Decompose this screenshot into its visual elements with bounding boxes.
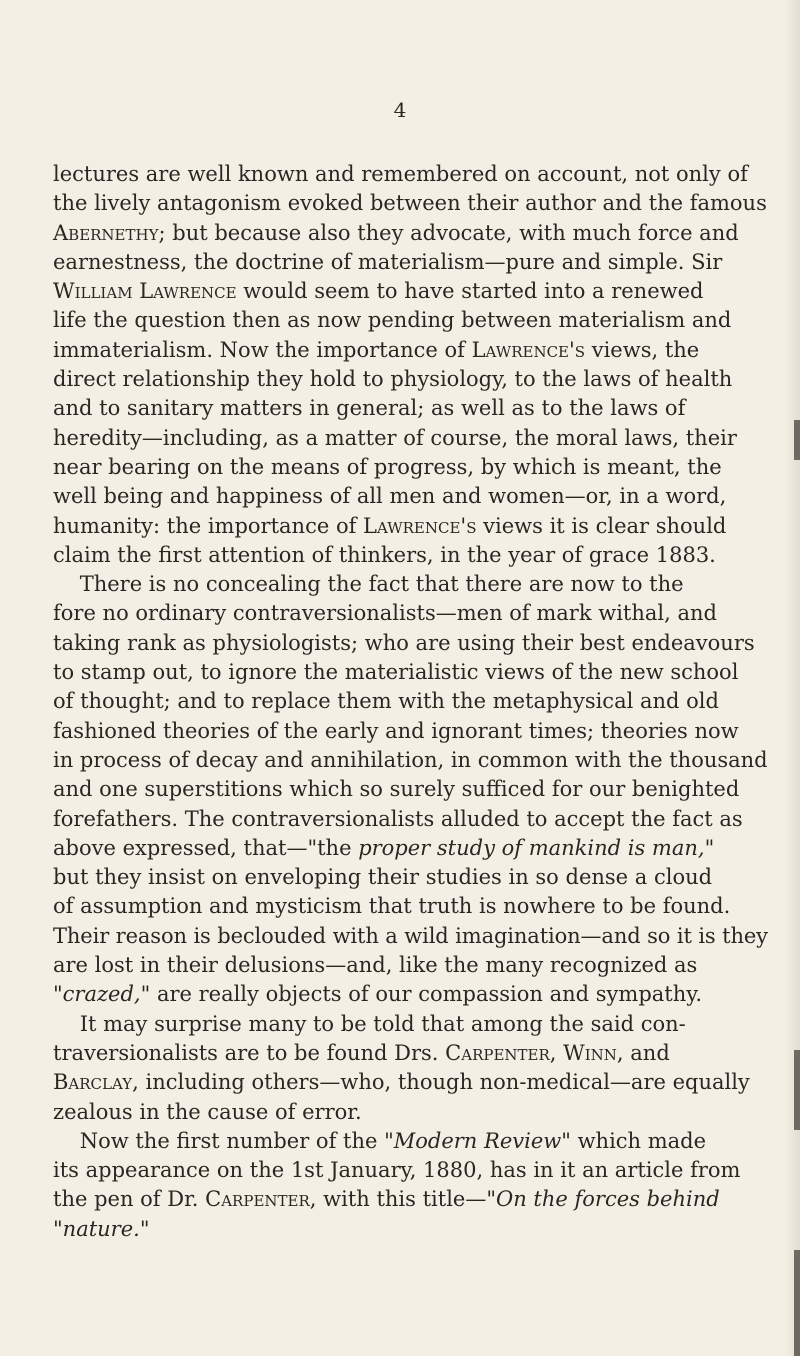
text-line — [53, 922, 768, 951]
text-run: fashioned theories of the early and ignorant times; theories now — [53, 718, 739, 743]
page-number: 4 — [393, 98, 407, 122]
text-run: are lost in their delusions—and, like the many recognized as — [53, 953, 698, 978]
text-line — [53, 1156, 768, 1185]
text-line — [53, 570, 768, 599]
text-line — [53, 365, 768, 394]
text-line — [53, 1215, 768, 1244]
text-line — [53, 277, 768, 306]
text-run: traversionalists are to be found Drs. — [53, 1040, 446, 1065]
text-run: " — [139, 1216, 150, 1241]
text-line — [53, 687, 768, 716]
text-line — [53, 1185, 768, 1214]
text-run: " which made — [561, 1128, 707, 1153]
small-caps-name: Carpenter — [205, 1187, 310, 1212]
text-line — [53, 160, 768, 189]
text-line — [53, 629, 768, 658]
text-run: There is no concealing the fact that there are now to the — [53, 572, 684, 597]
text-line — [53, 453, 768, 482]
text-run: " — [704, 835, 715, 860]
text-run: the pen of Dr. — [53, 1187, 206, 1212]
text-run: " are really objects of our compassion and sympathy. — [140, 982, 703, 1007]
text-line — [53, 482, 768, 511]
small-caps-name: Abernethy — [53, 220, 159, 245]
text-run: of thought; and to replace them with the metaphysical and old — [53, 689, 719, 714]
text-run: heredity—including, as a matter of course, the moral laws, their — [53, 425, 737, 450]
text-run: lectures are well known and remembered on account, not only of — [53, 162, 748, 186]
text-run: earnestness, the doctrine of materialism—pure and simple. Sir — [53, 249, 723, 274]
text-run: claim the first attention of thinkers, in the year of grace 1883. — [53, 542, 716, 567]
text-line — [53, 599, 768, 628]
text-run: life the question then as now pending between materialism and — [53, 308, 732, 333]
text-run: forefathers. The contraversionalists alluded to accept the fact as — [53, 806, 743, 831]
small-caps-name: Carpenter — [445, 1040, 550, 1065]
text-run: would seem to have started into a renewed — [236, 279, 704, 304]
text-line — [53, 746, 768, 775]
text-line — [53, 1039, 768, 1068]
text-run: to stamp out, to ignore the materialistic views of the new school — [53, 660, 739, 685]
text-run: , and — [616, 1040, 670, 1065]
text-run: " — [53, 982, 63, 1007]
text-line — [53, 805, 768, 834]
text-run: its appearance on the 1st January, 1880, has in it an article from — [53, 1158, 741, 1183]
text-run: It may surprise many to be told that among the said con- — [53, 1011, 686, 1036]
text-run: zealous in the cause of error. — [53, 1099, 362, 1124]
small-caps-name: William Lawrence — [53, 279, 237, 304]
page-edge-mark — [794, 420, 800, 460]
text-run: well being and happiness of all men and women—or, in a word, — [53, 484, 727, 509]
text-run: ; but because also they advocate, with much force and — [158, 220, 739, 245]
text-run: taking rank as physiologists; who are using their best endeavours — [53, 630, 755, 655]
text-run: the lively antagonism evoked between their author and the famous — [53, 191, 767, 216]
page-edge-mark — [794, 1250, 800, 1356]
text-run: immaterialism. Now the importance of — [53, 337, 472, 362]
text-line — [53, 1098, 768, 1127]
text-line — [53, 892, 768, 921]
text-line — [53, 424, 768, 453]
text-line — [53, 1127, 768, 1156]
text-line — [53, 219, 768, 248]
text-run: direct relationship they hold to physiology, to the laws of health — [53, 367, 733, 392]
text-line — [53, 336, 768, 365]
text-run: , with this title—" — [309, 1187, 496, 1212]
text-line — [53, 1068, 768, 1097]
text-run: of assumption and mysticism that truth is nowhere to be found. — [53, 894, 731, 919]
text-line — [53, 980, 768, 1009]
small-caps-name: Winn — [563, 1040, 617, 1065]
text-run: Their reason is beclouded with a wild imagination—and so it is they — [53, 923, 768, 948]
text-line — [53, 248, 768, 277]
text-line — [53, 306, 768, 335]
text-line — [53, 541, 768, 570]
italic-text: nature. — [62, 1216, 140, 1241]
page-edge-mark — [794, 1050, 800, 1130]
body-text — [53, 160, 768, 1244]
text-run: views it is clear should — [476, 513, 727, 538]
text-run: humanity: the importance of — [53, 513, 364, 538]
italic-text: crazed, — [62, 982, 141, 1007]
text-line — [53, 863, 768, 892]
text-line — [53, 834, 768, 863]
text-run: near bearing on the means of progress, by which is meant, the — [53, 454, 722, 479]
page-edge-shadow — [786, 0, 800, 1356]
text-run: , including others—who, though non-medical—are equally — [132, 1070, 750, 1095]
italic-text: proper study of mankind is man, — [358, 835, 705, 860]
text-line — [53, 658, 768, 687]
text-run: views, the — [585, 337, 700, 362]
text-run: " — [53, 1216, 63, 1241]
text-line — [53, 775, 768, 804]
italic-text: Modern Review — [393, 1128, 562, 1153]
italic-text: On the forces behind — [496, 1187, 720, 1212]
small-caps-name: Lawrence's — [471, 337, 586, 362]
text-run: Now the first number of the " — [53, 1128, 394, 1153]
text-line — [53, 951, 768, 980]
text-line — [53, 189, 768, 218]
text-run: fore no ordinary contraversionalists—men of mark withal, and — [53, 601, 717, 626]
text-run: , — [549, 1040, 564, 1065]
text-run: and one superstitions which so surely sufficed for our benighted — [53, 777, 740, 802]
text-line — [53, 512, 768, 541]
small-caps-name: Barclay — [53, 1070, 133, 1095]
text-run: above expressed, that—"the — [53, 835, 359, 860]
text-run: in process of decay and annihilation, in common with the thousand — [53, 747, 768, 772]
text-line — [53, 717, 768, 746]
text-run: but they insist on enveloping their studies in so dense a cloud — [53, 865, 713, 890]
text-line — [53, 394, 768, 423]
small-caps-name: Lawrence's — [363, 513, 477, 538]
text-line — [53, 1010, 768, 1039]
text-run: and to sanitary matters in general; as well as to the laws of — [53, 396, 686, 421]
